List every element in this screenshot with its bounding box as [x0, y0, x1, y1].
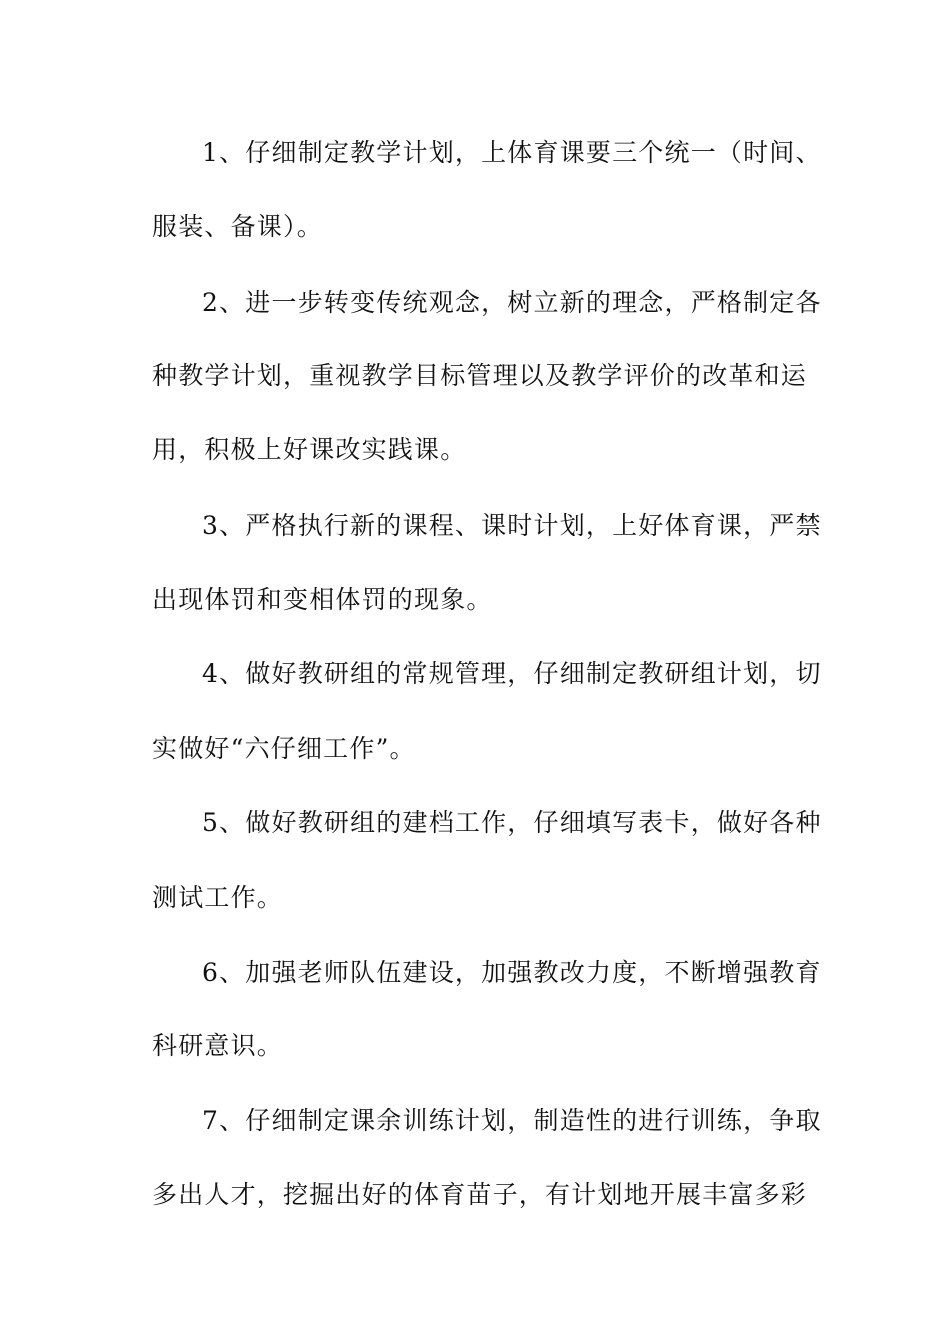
- text-line: 6、加强老师队伍建设，加强教改力度，不断增强教育: [202, 958, 822, 987]
- text-line: 1、仔细制定教学计划，上体育课要三个统一（时间、: [202, 138, 822, 167]
- text-line: 种教学计划，重视教学目标管理以及教学评价的改革和运: [152, 361, 808, 390]
- text-line: 7、仔细制定课余训练计划，制造性的进行训练，争取: [202, 1106, 822, 1135]
- text-line: 用，积极上好课改实践课。: [152, 435, 467, 464]
- text-line: 3、严格执行新的课程、课时计划，上好体育课，严禁: [202, 511, 822, 540]
- text-line: 测试工作。: [152, 883, 284, 912]
- text-line: 服装、备课）。: [152, 212, 323, 241]
- text-line: 4、做好教研组的常规管理，仔细制定教研组计划，切: [202, 659, 822, 688]
- text-line: 科研意识。: [152, 1031, 284, 1060]
- text-line: 出现体罚和变相体罚的现象。: [152, 585, 493, 614]
- text-line: 实做好“六仔细工作”。: [152, 734, 416, 763]
- text-line: 5、做好教研组的建档工作，仔细填写表卡，做好各种: [202, 808, 822, 837]
- text-line: 多出人才，挖掘出好的体育苗子，有计划地开展丰富多彩: [152, 1180, 808, 1209]
- text-line: 2、进一步转变传统观念，树立新的理念，严格制定各: [202, 288, 822, 317]
